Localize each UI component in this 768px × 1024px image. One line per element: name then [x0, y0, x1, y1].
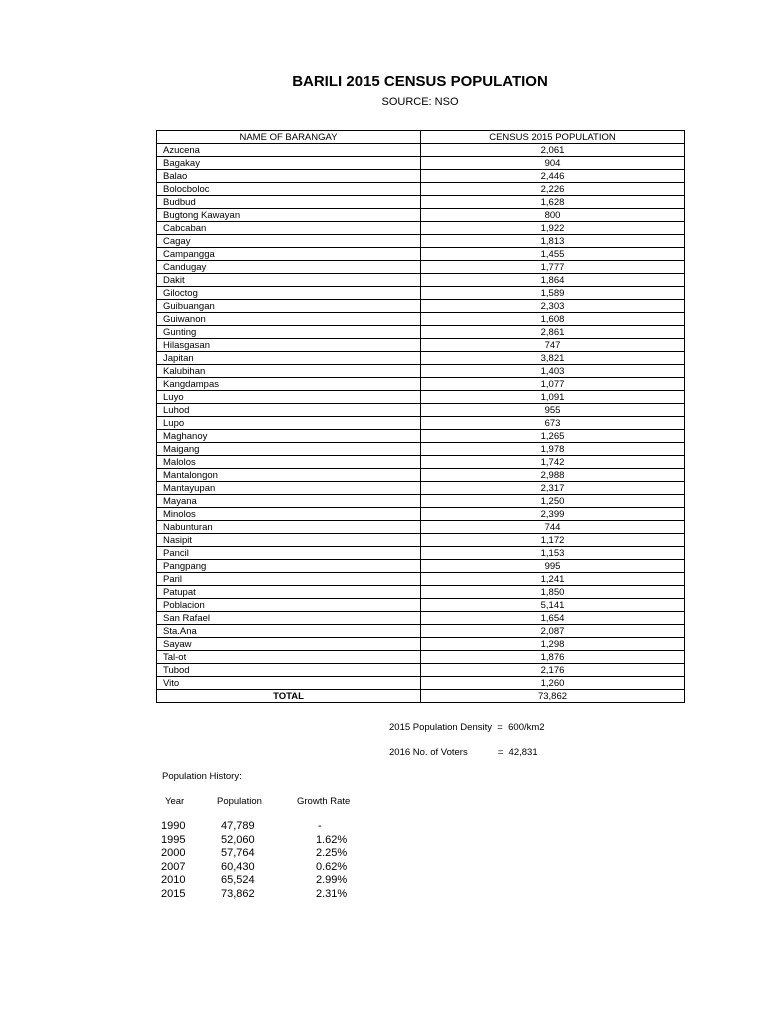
barangay-name: Candugay [157, 261, 421, 274]
barangay-name: Cagay [157, 235, 421, 248]
history-growth-rate: 2.25% [316, 847, 348, 860]
barangay-population: 1,864 [421, 274, 685, 287]
barangay-population: 1,091 [421, 391, 685, 404]
barangay-population: 1,608 [421, 313, 685, 326]
table-row [157, 534, 685, 547]
barangay-name: Bagakay [157, 157, 421, 170]
table-row [157, 235, 685, 248]
barangay-name: Nabunturan [157, 521, 421, 534]
history-year: 1995 [161, 833, 186, 846]
barangay-population: 1,777 [421, 261, 685, 274]
table-row [157, 612, 685, 625]
history-year: 2000 [161, 847, 186, 860]
table-row [157, 196, 685, 209]
table-row [157, 313, 685, 326]
barangay-name: Budbud [157, 196, 421, 209]
barangay-population: 1,654 [421, 612, 685, 625]
barangay-name: Giloctog [157, 287, 421, 300]
barangay-name: Balao [157, 170, 421, 183]
history-row [161, 888, 378, 902]
barangay-population: 1,403 [421, 365, 685, 378]
table-row [157, 365, 685, 378]
table-row [157, 417, 685, 430]
history-year: 1990 [161, 820, 186, 833]
barangay-name: Bolocboloc [157, 183, 421, 196]
history-population: 73,862 [221, 887, 255, 900]
barangay-name: Sta.Ana [157, 625, 421, 638]
page-title: BARILI 2015 CENSUS POPULATION [292, 73, 548, 90]
barangay-population: 1,922 [421, 222, 685, 235]
history-heading: Population History: [162, 771, 242, 782]
table-row [157, 482, 685, 495]
barangay-name: Sayaw [157, 638, 421, 651]
barangay-population: 2,087 [421, 625, 685, 638]
barangay-name: Patupat [157, 586, 421, 599]
barangay-name: Guibuangan [157, 300, 421, 313]
barangay-name: Lupo [157, 417, 421, 430]
barangay-population: 995 [421, 560, 685, 573]
table-row [157, 560, 685, 573]
table-row [157, 638, 685, 651]
barangay-name: Mantayupan [157, 482, 421, 495]
barangay-population: 1,265 [421, 430, 685, 443]
barangay-name: Tal-ot [157, 651, 421, 664]
history-row [161, 861, 378, 875]
history-col-population: Population [217, 796, 262, 807]
table-row [157, 547, 685, 560]
barangay-population: 1,850 [421, 586, 685, 599]
barangay-name: Japitan [157, 352, 421, 365]
barangay-population: 744 [421, 521, 685, 534]
table-row [157, 339, 685, 352]
column-header-barangay: NAME OF BARANGAY [157, 131, 421, 144]
barangay-name: Mantalongon [157, 469, 421, 482]
barangay-population: 2,446 [421, 170, 685, 183]
barangay-population: 1,628 [421, 196, 685, 209]
history-col-growth: Growth Rate [297, 796, 351, 807]
table-row [157, 469, 685, 482]
table-row [157, 274, 685, 287]
history-year: 2010 [161, 874, 186, 887]
density-line [389, 722, 545, 733]
table-row [157, 599, 685, 612]
barangay-population: 2,226 [421, 183, 685, 196]
table-row [157, 378, 685, 391]
density-eq: = [497, 722, 503, 733]
density-label: 2015 Population Density [389, 722, 492, 733]
history-table-body [161, 820, 378, 901]
barangay-population: 1,978 [421, 443, 685, 456]
table-row [157, 326, 685, 339]
history-year: 2007 [161, 860, 186, 873]
barangay-population: 2,176 [421, 664, 685, 677]
barangay-name: Dakit [157, 274, 421, 287]
history-table [161, 820, 378, 901]
table-row [157, 521, 685, 534]
barangay-name: Maghanoy [157, 430, 421, 443]
table-row [157, 248, 685, 261]
barangay-name: Pangpang [157, 560, 421, 573]
census-table-body [157, 144, 685, 690]
barangay-population: 955 [421, 404, 685, 417]
table-row [157, 170, 685, 183]
barangay-population: 1,298 [421, 638, 685, 651]
table-header-row [157, 131, 685, 144]
barangay-population: 5,141 [421, 599, 685, 612]
barangay-population: 2,061 [421, 144, 685, 157]
barangay-population: 1,172 [421, 534, 685, 547]
history-growth-rate: - [318, 820, 322, 833]
barangay-name: San Rafael [157, 612, 421, 625]
table-row [157, 287, 685, 300]
table-row [157, 222, 685, 235]
history-year: 2015 [161, 887, 186, 900]
history-growth-rate: 2.31% [316, 887, 348, 900]
table-row [157, 404, 685, 417]
barangay-population: 3,821 [421, 352, 685, 365]
barangay-name: Vito [157, 677, 421, 690]
barangay-population: 2,303 [421, 300, 685, 313]
table-row [157, 300, 685, 313]
voters-line [389, 747, 538, 758]
barangay-name: Poblacion [157, 599, 421, 612]
barangay-population: 1,260 [421, 677, 685, 690]
history-growth-rate: 0.62% [316, 860, 348, 873]
barangay-name: Hilasgasan [157, 339, 421, 352]
barangay-population: 800 [421, 209, 685, 222]
barangay-name: Azucena [157, 144, 421, 157]
barangay-name: Malolos [157, 456, 421, 469]
history-population: 65,524 [221, 874, 255, 887]
history-population: 57,764 [221, 847, 255, 860]
table-row [157, 651, 685, 664]
table-row [157, 183, 685, 196]
column-header-population: CENSUS 2015 POPULATION [421, 131, 685, 144]
table-row [157, 495, 685, 508]
table-row [157, 625, 685, 638]
table-row [157, 508, 685, 521]
history-row [161, 847, 378, 861]
table-row [157, 352, 685, 365]
barangay-name: Maigang [157, 443, 421, 456]
barangay-population: 2,988 [421, 469, 685, 482]
barangay-population: 2,861 [421, 326, 685, 339]
table-row [157, 586, 685, 599]
table-row [157, 261, 685, 274]
barangay-population: 2,399 [421, 508, 685, 521]
barangay-name: Kalubihan [157, 365, 421, 378]
table-row [157, 430, 685, 443]
barangay-name: Luyo [157, 391, 421, 404]
voters-label: 2016 No. of Voters [389, 747, 468, 758]
barangay-name: Pancil [157, 547, 421, 560]
barangay-population: 1,077 [421, 378, 685, 391]
history-growth-rate: 1.62% [316, 833, 348, 846]
history-row [161, 874, 378, 888]
table-row [157, 144, 685, 157]
barangay-population: 904 [421, 157, 685, 170]
barangay-name: Tubod [157, 664, 421, 677]
census-table [156, 130, 685, 703]
barangay-population: 2,317 [421, 482, 685, 495]
table-total-row [157, 690, 685, 703]
page-subtitle: SOURCE: NSO [381, 96, 459, 108]
barangay-population: 1,742 [421, 456, 685, 469]
voters-eq: = [497, 747, 504, 758]
total-value: 73,862 [421, 690, 685, 703]
barangay-population: 1,250 [421, 495, 685, 508]
barangay-name: Minolos [157, 508, 421, 521]
table-row [157, 443, 685, 456]
table-row [157, 664, 685, 677]
table-row [157, 209, 685, 222]
barangay-name: Nasipit [157, 534, 421, 547]
table-row [157, 456, 685, 469]
history-growth-rate: 2.99% [316, 874, 348, 887]
history-population: 47,789 [221, 820, 255, 833]
barangay-name: Campangga [157, 248, 421, 261]
history-population: 52,060 [221, 833, 255, 846]
barangay-name: Mayana [157, 495, 421, 508]
barangay-name: Luhod [157, 404, 421, 417]
barangay-name: Guiwanon [157, 313, 421, 326]
table-row [157, 157, 685, 170]
table-row [157, 677, 685, 690]
table-row [157, 391, 685, 404]
barangay-name: Bugtong Kawayan [157, 209, 421, 222]
density-value: 600/km2 [508, 722, 545, 733]
barangay-population: 1,455 [421, 248, 685, 261]
total-label: TOTAL [157, 690, 421, 703]
table-row [157, 573, 685, 586]
barangay-population: 673 [421, 417, 685, 430]
barangay-name: Cabcaban [157, 222, 421, 235]
barangay-name: Paril [157, 573, 421, 586]
barangay-population: 747 [421, 339, 685, 352]
barangay-name: Gunting [157, 326, 421, 339]
barangay-name: Kangdampas [157, 378, 421, 391]
barangay-population: 1,876 [421, 651, 685, 664]
history-population: 60,430 [221, 860, 255, 873]
history-col-year: Year [165, 796, 185, 807]
barangay-population: 1,153 [421, 547, 685, 560]
history-row [161, 834, 378, 848]
barangay-population: 1,241 [421, 573, 685, 586]
voters-value: 42,831 [508, 747, 538, 758]
history-row [161, 820, 378, 834]
barangay-population: 1,813 [421, 235, 685, 248]
barangay-population: 1,589 [421, 287, 685, 300]
